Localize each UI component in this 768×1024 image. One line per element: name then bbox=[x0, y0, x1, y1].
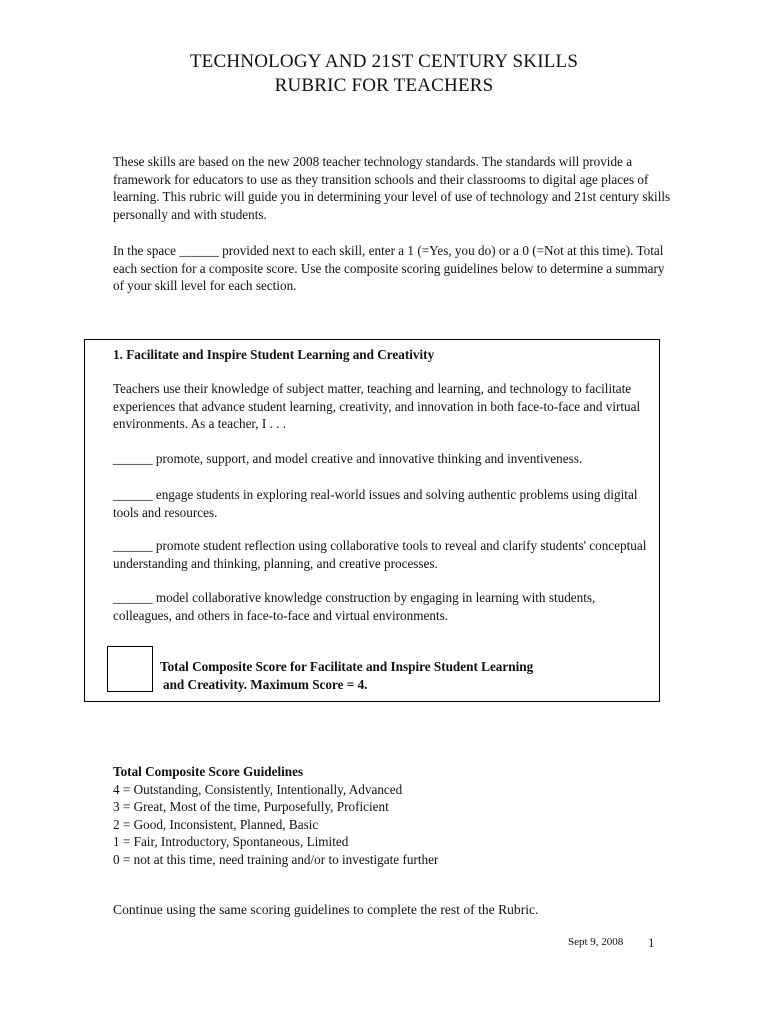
document-title-line2: RUBRIC FOR TEACHERS bbox=[274, 75, 494, 96]
guideline-item: 2 = Good, Inconsistent, Planned, Basic bbox=[113, 816, 319, 832]
section-heading: 1. Facilitate and Inspire Student Learning and Creativity bbox=[113, 347, 435, 362]
composite-score-label bbox=[160, 658, 640, 693]
guideline-item: 4 = Outstanding, Consistently, Intentionally, Advanced bbox=[113, 781, 403, 797]
footer-date: Sept 9, 2008 bbox=[568, 936, 624, 948]
document-title-line1: TECHNOLOGY AND 21ST CENTURY SKILLS bbox=[189, 51, 579, 72]
section-1-box bbox=[84, 339, 660, 702]
composite-score-label-line1: Total Composite Score for Facilitate and Inspire Student Learning bbox=[160, 659, 534, 674]
page-number: 1 bbox=[648, 935, 655, 950]
guideline-item: 1 = Fair, Introductory, Spontaneous, Limited bbox=[113, 834, 349, 850]
intro-paragraph: These skills are based on the new 2008 teacher technology standards. The standards will provide a framework for educators to use as they transition schools and their classrooms to digital age places of learning. This rubric will guide you in determining your level of use of technology and 21st century skills personally and with students. bbox=[113, 154, 671, 222]
section-description: Teachers use their knowledge of subject matter, teaching and learning, and technology to facilitate experiences that advance student learning, creativity, and innovation in both face-to-face and virtual environments. As a teacher, I . . . bbox=[113, 381, 641, 432]
composite-score-box[interactable] bbox=[107, 646, 153, 692]
instructions-paragraph: In the space ______ provided next to each skill, enter a 1 (=Yes, you do) or a 0 (=Not at this time). Total each section for a composite score. Use the composite scoring guidelines below to determine a summary of your skill level for each section. bbox=[113, 243, 665, 294]
guidelines-heading: Total Composite Score Guidelines bbox=[113, 764, 304, 779]
skill-item: ______ promote student reflection using collaborative tools to reveal and clarify students' conceptual understanding and thinking, planning, and creative processes. bbox=[113, 538, 647, 571]
score-guidelines bbox=[113, 763, 438, 869]
skill-item: ______ model collaborative knowledge construction by engaging in learning with students, colleagues, and others in face-to-face and virtual environments. bbox=[113, 590, 596, 623]
skill-item: ______ engage students in exploring real-world issues and solving authentic problems using digital tools and resources. bbox=[113, 487, 638, 520]
skill-item: ______ promote, support, and model creative and innovative thinking and inventiveness. bbox=[113, 451, 583, 466]
continue-note: Continue using the same scoring guidelines to complete the rest of the Rubric. bbox=[113, 902, 539, 917]
guideline-item: 0 = not at this time, need training and/or to investigate further bbox=[113, 851, 439, 867]
composite-score-label-line2: and Creativity. Maximum Score = 4. bbox=[163, 676, 368, 692]
guideline-item: 3 = Great, Most of the time, Purposefully, Proficient bbox=[113, 799, 389, 815]
